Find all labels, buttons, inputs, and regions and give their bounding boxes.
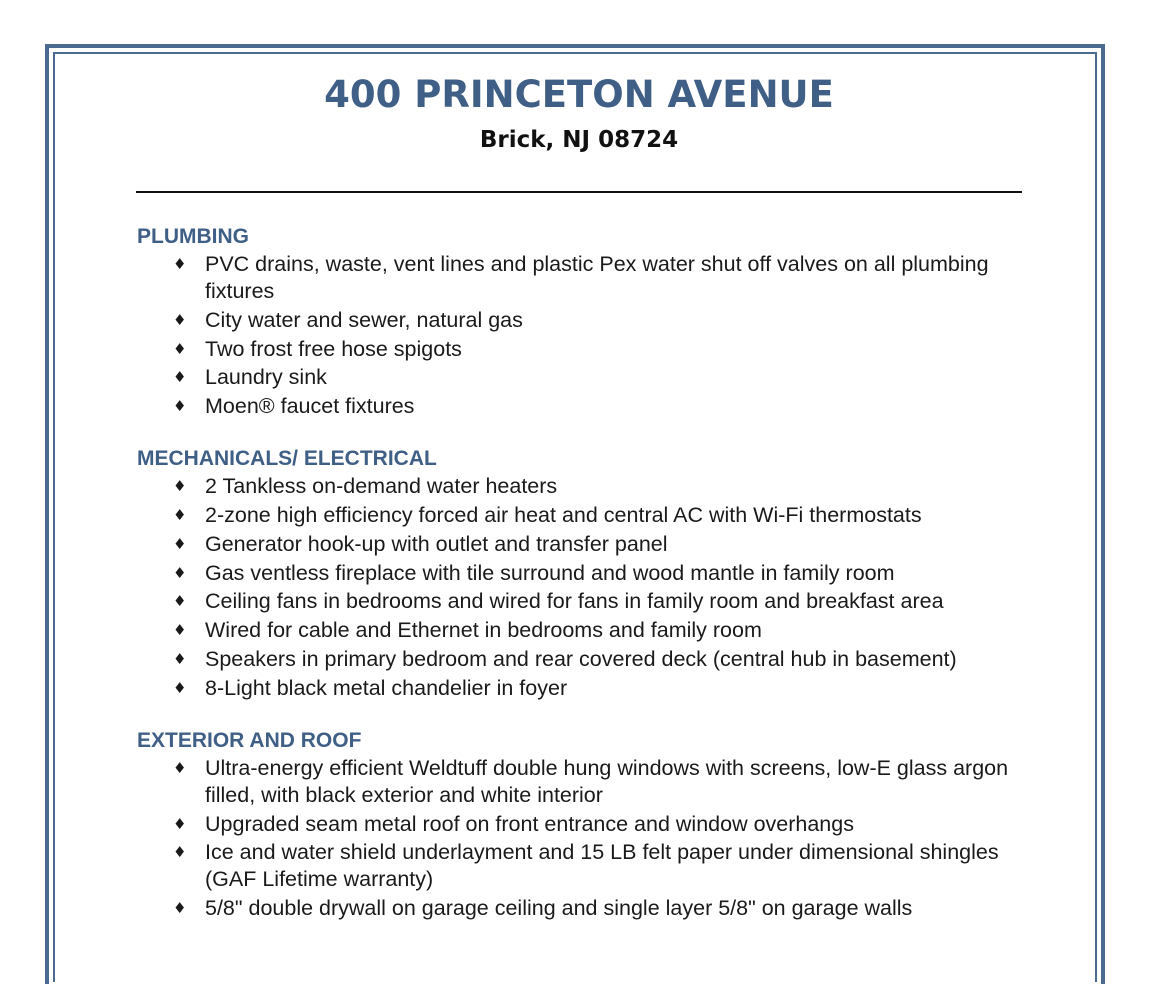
bullet-list (137, 251, 1037, 420)
bullet-list (137, 755, 1037, 922)
list-item (137, 307, 1035, 334)
diamond-bullet-icon: ♦ (173, 843, 187, 862)
list-item (137, 646, 1035, 673)
list-item-text: Speakers in primary bedroom and rear covered deck (central hub in basement) (205, 646, 957, 671)
diamond-bullet-icon: ♦ (173, 678, 187, 697)
list-item-text: Two frost free hose spigots (205, 336, 462, 361)
list-item (137, 393, 1035, 420)
list-item (137, 364, 1035, 391)
diamond-bullet-icon: ♦ (173, 899, 187, 918)
section-heading: MECHANICALS/ ELECTRICAL (137, 447, 437, 471)
section-mechanicals-electrical (137, 444, 1037, 702)
bullet-list (137, 473, 1037, 702)
list-item-text: Ultra-energy efficient Weldtuff double hung windows with screens, low-E glass argon filled, with black exterior and white interior (205, 755, 1009, 807)
spec-content (137, 222, 1037, 924)
diamond-bullet-icon: ♦ (173, 477, 187, 496)
diamond-bullet-icon: ♦ (173, 397, 187, 416)
section-exterior-and-roof (137, 726, 1037, 922)
diamond-bullet-icon: ♦ (173, 758, 187, 777)
section-heading: EXTERIOR AND ROOF (137, 728, 362, 752)
title-divider (136, 191, 1022, 193)
diamond-bullet-icon: ♦ (173, 255, 187, 273)
diamond-bullet-icon: ♦ (173, 563, 187, 582)
list-item (137, 336, 1035, 363)
page-title: 400 PRINCETON AVENUE (324, 73, 834, 116)
list-item-text: 8-Light black metal chandelier in foyer (205, 675, 568, 700)
list-item-text: Moen® faucet fixtures (205, 394, 415, 419)
list-item (137, 560, 1035, 587)
list-item-text: 2-zone high efficiency forced air heat and central AC with Wi-Fi thermostats (205, 502, 922, 527)
list-item-text: City water and sewer, natural gas (205, 307, 523, 332)
diamond-bullet-icon: ♦ (173, 814, 187, 833)
list-item (137, 531, 1035, 558)
diamond-bullet-icon: ♦ (173, 534, 187, 553)
list-item (137, 675, 1035, 702)
list-item (137, 473, 1035, 500)
diamond-bullet-icon: ♦ (173, 310, 187, 329)
list-item (137, 251, 1035, 305)
list-item (137, 895, 1035, 922)
list-item (137, 502, 1035, 529)
section-plumbing (137, 222, 1037, 420)
list-item-text: Ceiling fans in bedrooms and wired for fans in family room and breakfast area (205, 589, 944, 614)
list-item-text: Gas ventless fireplace with tile surround and wood mantle in family room (205, 560, 895, 585)
diamond-bullet-icon: ♦ (173, 621, 187, 640)
list-item-text: PVC drains, waste, vent lines and plastic Pex water shut off valves on all plumbing fixtures (205, 252, 989, 303)
diamond-bullet-icon: ♦ (173, 339, 187, 358)
list-item-text: Ice and water shield underlayment and 15 LB felt paper under dimensional shingles (GAF Lifetime warranty) (205, 840, 999, 892)
list-item-text: 2 Tankless on-demand water heaters (205, 474, 558, 499)
list-item (137, 617, 1035, 644)
list-item (137, 588, 1035, 615)
list-item (137, 839, 1035, 893)
list-item-text: 5/8" double drywall on garage ceiling and single layer 5/8" on garage walls (205, 896, 913, 921)
diamond-bullet-icon: ♦ (173, 368, 187, 387)
diamond-bullet-icon: ♦ (173, 592, 187, 611)
list-item-text: Laundry sink (205, 365, 327, 390)
diamond-bullet-icon: ♦ (173, 505, 187, 524)
list-item-text: Upgraded seam metal roof on front entrance and window overhangs (205, 811, 854, 836)
list-item (137, 811, 1035, 838)
list-item (137, 755, 1035, 809)
diamond-bullet-icon: ♦ (173, 649, 187, 668)
page-subtitle: Brick, NJ 08724 (479, 127, 679, 153)
section-heading: PLUMBING (137, 225, 249, 248)
list-item-text: Generator hook-up with outlet and transfer panel (205, 531, 668, 556)
list-item-text: Wired for cable and Ethernet in bedrooms and family room (205, 618, 762, 643)
